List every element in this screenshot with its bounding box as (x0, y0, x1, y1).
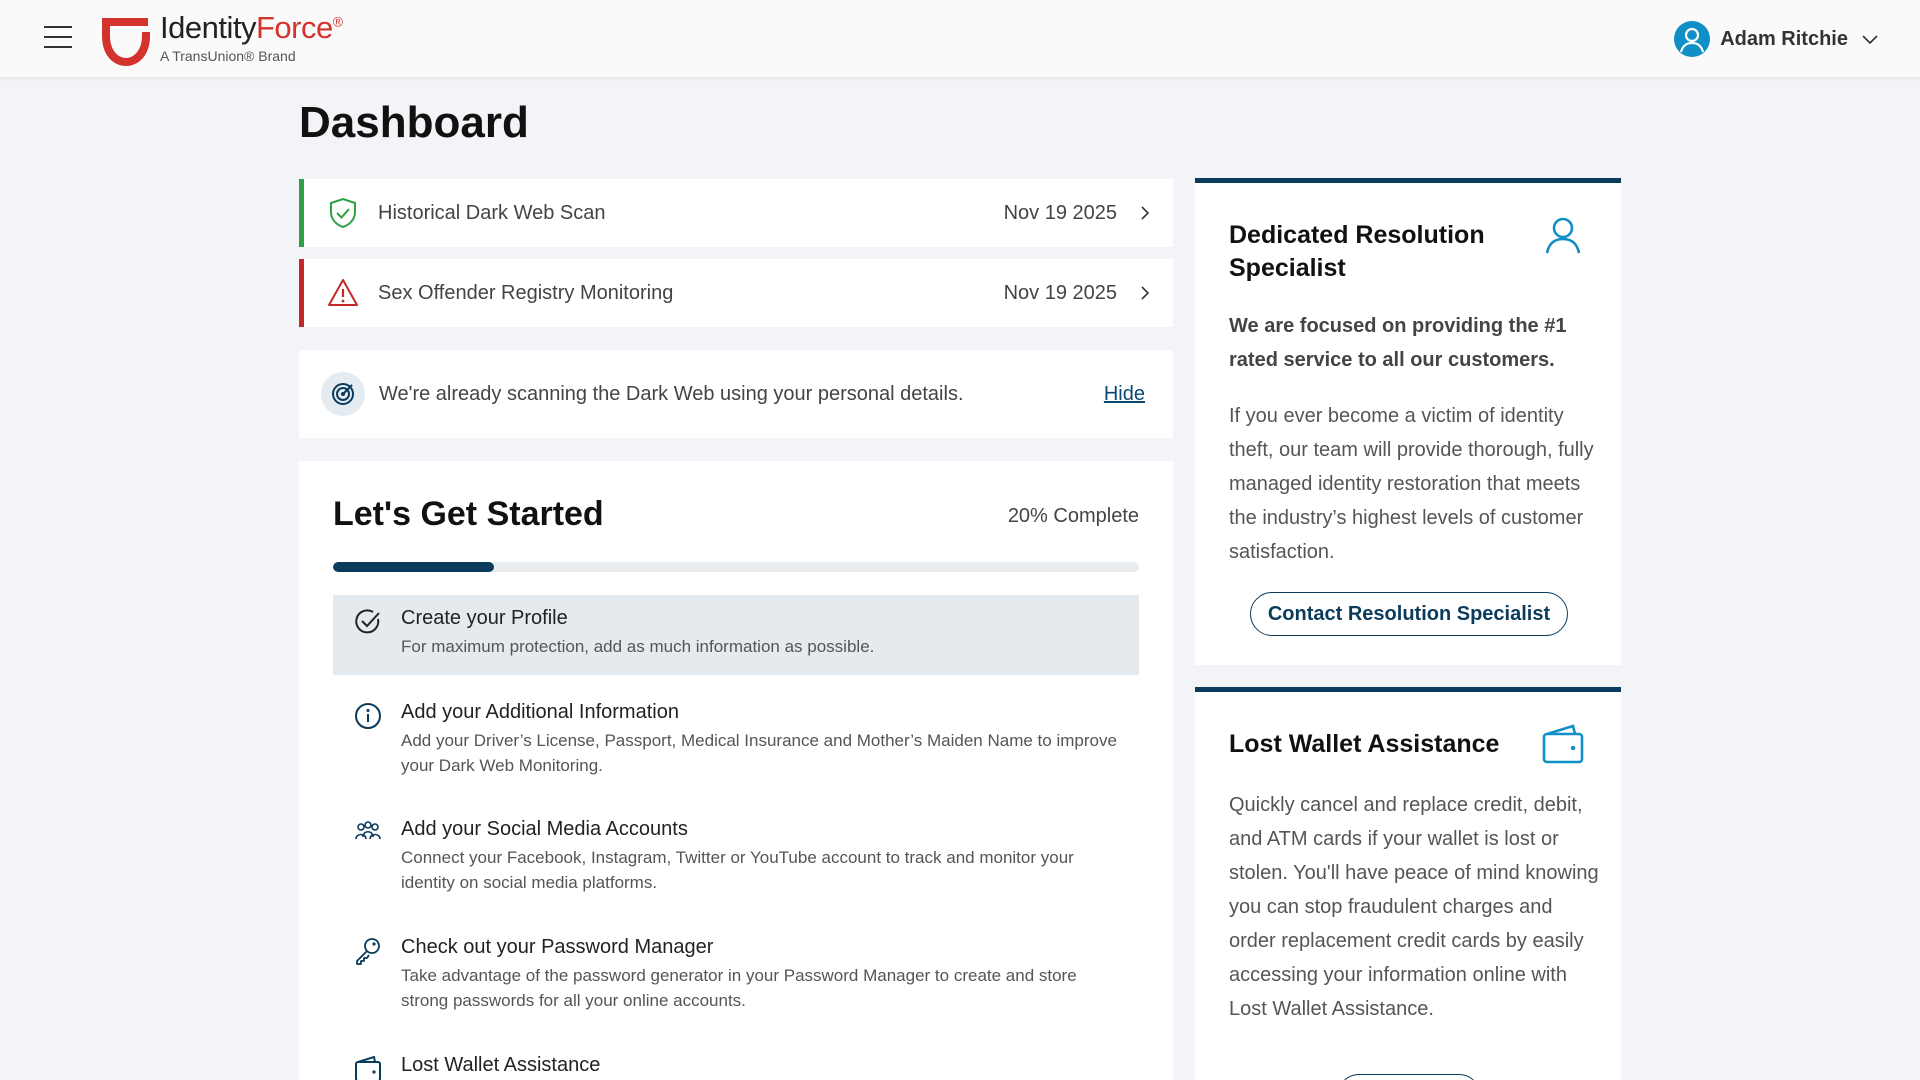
identityforce-logo-icon[interactable] (96, 10, 156, 70)
task-title: Add your Additional Information (401, 701, 679, 723)
resolution-lead: We are focused on providing the #1 rated service to all our customers. (1229, 315, 1567, 371)
wallet-icon (353, 1054, 383, 1080)
task-additional-information[interactable] (333, 689, 1139, 790)
user-menu[interactable] (1674, 20, 1880, 58)
task-lost-wallet[interactable] (333, 1042, 1139, 1080)
alert-date: Nov 19 2025 (1003, 201, 1117, 224)
dark-web-scanning-notice (299, 350, 1173, 438)
task-social-media[interactable] (333, 806, 1139, 907)
lost-wallet-card (1195, 687, 1621, 1080)
chevron-right-icon (1137, 205, 1153, 221)
user-avatar-icon (1674, 21, 1710, 57)
lost-wallet-title: Lost Wallet Assistance (1229, 730, 1500, 758)
info-icon (353, 701, 383, 731)
user-name: Adam Ritchie (1720, 27, 1848, 50)
contact-resolution-specialist-button[interactable]: Contact Resolution Specialist (1250, 592, 1568, 636)
key-icon (353, 936, 383, 966)
warning-triangle-icon (326, 276, 360, 310)
get-started-title: Let's Get Started (333, 495, 604, 533)
check-circle-icon (353, 607, 383, 637)
radar-icon (321, 372, 365, 416)
task-title: Create your Profile (401, 607, 568, 629)
alert-title: Historical Dark Web Scan (378, 201, 606, 224)
alert-row-sex-offender-registry[interactable] (299, 259, 1173, 327)
progress-bar (333, 562, 1139, 572)
task-title: Add your Social Media Accounts (401, 818, 688, 840)
alert-date: Nov 19 2025 (1003, 281, 1117, 304)
get-started-card (299, 461, 1173, 1080)
brand-tagline: A TransUnion® Brand (160, 48, 296, 64)
wallet-icon (1541, 722, 1585, 766)
resolution-body: If you ever become a victim of identity theft, our team will provide thorough, fully managed identity restoration that meets the industry’s highest levels of customer satisfaction. (1229, 405, 1594, 563)
task-create-profile[interactable] (333, 595, 1139, 675)
task-desc: For maximum protection, add as much information as possible. (401, 637, 875, 656)
chevron-right-icon (1137, 285, 1153, 301)
person-icon (1541, 213, 1585, 257)
task-desc: Connect your Facebook, Instagram, Twitter or YouTube account to track and monitor your identity on social media platforms. (401, 848, 1074, 892)
progress-percent: 20% Complete (1007, 505, 1139, 527)
task-title: Check out your Password Manager (401, 936, 714, 958)
shield-check-icon (326, 196, 360, 230)
notice-text: We're already scanning the Dark Web using your personal details. (379, 382, 964, 405)
task-desc: Take advantage of the password generator in your Password Manager to create and store strong passwords for all your online accounts. (401, 966, 1077, 1010)
chevron-down-icon (1860, 29, 1880, 49)
task-desc: Add your Driver’s License, Passport, Medical Insurance and Mother’s Maiden Name to improve your Dark Web Monitoring. (401, 731, 1117, 775)
hide-notice-link[interactable]: Hide (1103, 382, 1145, 405)
alert-row-dark-web-scan[interactable] (299, 179, 1173, 247)
task-title: Lost Wallet Assistance (401, 1054, 601, 1076)
top-header (0, 0, 1920, 78)
lost-wallet-button[interactable] (1337, 1074, 1481, 1080)
alert-title: Sex Offender Registry Monitoring (378, 281, 674, 304)
progress-fill (333, 562, 494, 572)
page-title: Dashboard (299, 98, 529, 147)
lost-wallet-body: Quickly cancel and replace credit, debit, and ATM cards if your wallet is lost or stolen. You'll have peace of mind knowing you can stop fraudulent charges and order replacement credit cards by easily accessing your information online with Lost Wallet Assistance. (1229, 794, 1599, 1020)
task-password-manager[interactable] (333, 924, 1139, 1025)
resolution-title: Dedicated Resolution Specialist (1229, 221, 1485, 282)
people-icon (353, 818, 383, 848)
menu-icon[interactable] (44, 26, 72, 48)
resolution-specialist-card (1195, 178, 1621, 665)
brand-name: IdentityForce® (160, 10, 343, 45)
